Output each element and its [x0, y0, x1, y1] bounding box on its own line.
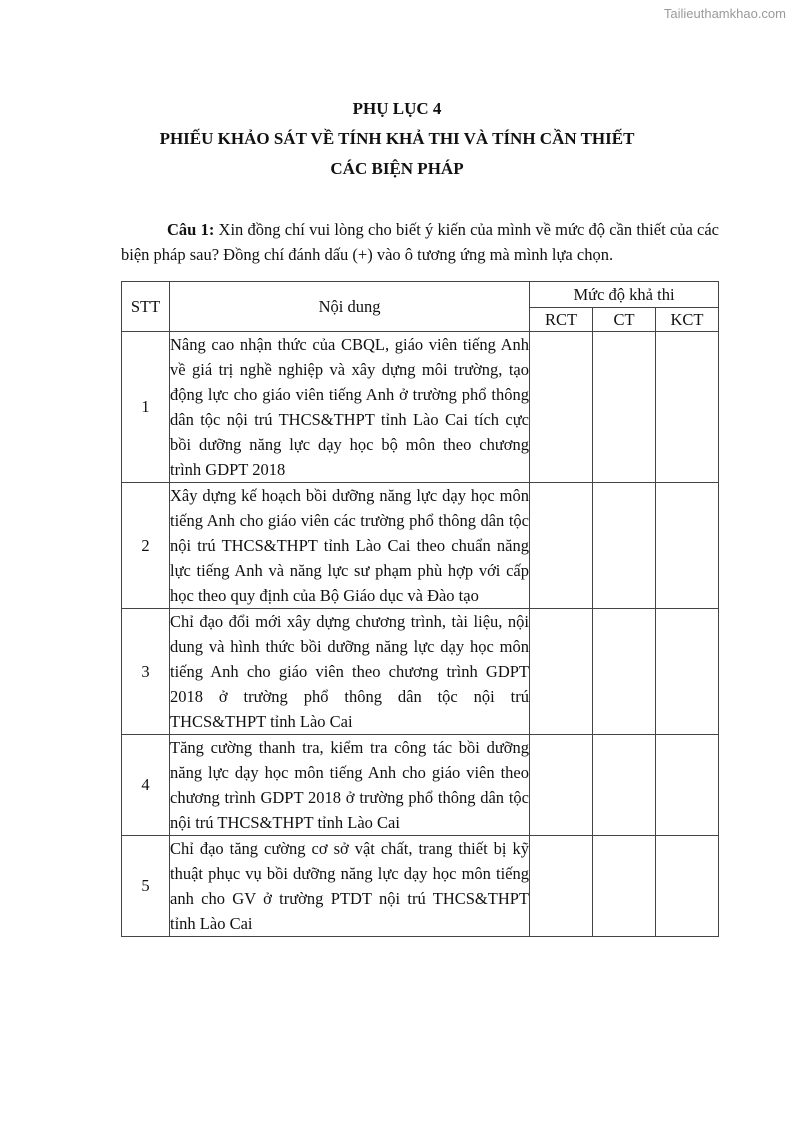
cell-kct[interactable] [656, 483, 719, 609]
question-1 [121, 217, 719, 267]
row-content: Chỉ đạo đổi mới xây dựng chương trình, tài liệu, nội dung và hình thức bồi dưỡng năng lực dạy học môn tiếng Anh cho giáo viên theo chương trình GDPT 2018 ở trường phổ thông dân tộc nội trú THCS&THPT tỉnh Lào Cai [170, 609, 530, 735]
row-content: Chỉ đạo tăng cường cơ sở vật chất, trang thiết bị kỹ thuật phục vụ bồi dưỡng năng lực dạy học môn tiếng anh cho GV ở trường PTDT nội trú THCS&THPT tỉnh Lào Cai [170, 836, 530, 937]
row-content: Tăng cường thanh tra, kiểm tra công tác bồi dưỡng năng lực dạy học môn tiếng Anh cho giáo viên theo chương trình GDPT 2018 ở trường phổ thông dân tộc nội trú THCS&THPT tỉnh Lào Cai [170, 735, 530, 836]
survey-subtitle: CÁC BIỆN PHÁP [330, 159, 464, 178]
row-number: 2 [122, 483, 170, 609]
cell-ct[interactable] [593, 483, 656, 609]
header-feasibility-level: Mức độ khả thi [530, 282, 719, 308]
row-number: 1 [122, 332, 170, 483]
header-level-rct: RCT [530, 308, 593, 332]
cell-rct[interactable] [530, 836, 593, 937]
survey-table [121, 281, 719, 937]
header-level-ct: CT [593, 308, 656, 332]
document-heading [0, 94, 794, 184]
row-content: Xây dựng kế hoạch bồi dưỡng năng lực dạy học môn tiếng Anh cho giáo viên các trường phổ thông dân tộc nội trú THCS&THPT tỉnh Lào Cai theo chuẩn năng lực tiếng Anh và năng lực sư phạm phù hợp với cấp học theo quy định của Bộ Giáo dục và Đào tạo [170, 483, 530, 609]
row-number: 3 [122, 609, 170, 735]
row-number: 5 [122, 836, 170, 937]
cell-rct[interactable] [530, 735, 593, 836]
cell-rct[interactable] [530, 483, 593, 609]
cell-kct[interactable] [656, 735, 719, 836]
table-row [122, 332, 719, 483]
cell-ct[interactable] [593, 609, 656, 735]
cell-ct[interactable] [593, 332, 656, 483]
cell-kct[interactable] [656, 609, 719, 735]
cell-ct[interactable] [593, 836, 656, 937]
cell-kct[interactable] [656, 332, 719, 483]
table-row [122, 483, 719, 609]
cell-rct[interactable] [530, 332, 593, 483]
table-row [122, 735, 719, 836]
header-content: Nội dung [170, 282, 530, 332]
question-text: Xin đồng chí vui lòng cho biết ý kiến của mình về mức độ cần thiết của các biện pháp sau? Đồng chí đánh dấu (+) vào ô tương ứng mà mình lựa chọn. [121, 220, 719, 264]
appendix-title: PHỤ LỤC 4 [352, 99, 442, 118]
table-row [122, 836, 719, 937]
cell-kct[interactable] [656, 836, 719, 937]
question-label: Câu 1: [167, 220, 215, 239]
row-content: Nâng cao nhận thức của CBQL, giáo viên tiếng Anh về giá trị nghề nghiệp và xây dựng môi trường, tạo động lực cho giáo viên tiếng Anh ở trường phổ thông dân tộc nội trú THCS&THPT tỉnh Lào Cai tích cực bồi dưỡng năng lực dạy học bộ môn theo chương trình GDPT 2018 [170, 332, 530, 483]
table-row [122, 609, 719, 735]
watermark: Tailieuthamkhao.com [663, 6, 786, 21]
header-level-kct: KCT [656, 308, 719, 332]
cell-ct[interactable] [593, 735, 656, 836]
row-number: 4 [122, 735, 170, 836]
survey-title: PHIẾU KHẢO SÁT VỀ TÍNH KHẢ THI VÀ TÍNH CẦN THIẾT [159, 129, 635, 148]
cell-rct[interactable] [530, 609, 593, 735]
header-stt: STT [122, 282, 170, 332]
